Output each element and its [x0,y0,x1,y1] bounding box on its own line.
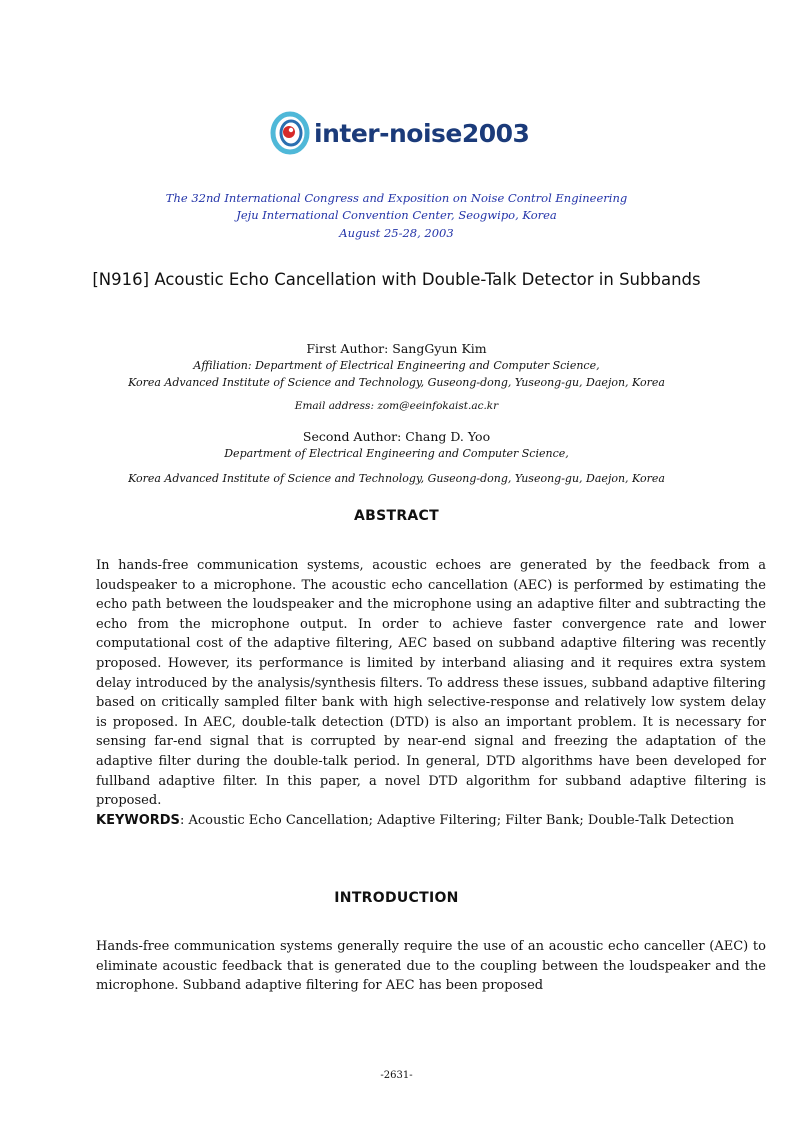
first-author-affiliation-inst: Korea Advanced Institute of Science and Technology, Guseong-dong, Yuseong-gu, Daejon, Korea [128,376,665,389]
swirl-logo-icon [270,110,310,156]
abstract-heading: ABSTRACT [354,508,439,524]
second-author-affiliation-inst: Korea Advanced Institute of Science and Technology, Guseong-dong, Yuseong-gu, Daejon, Korea [128,472,665,485]
abstract-text: In hands-free communication systems, acoustic echoes are generated by the feedback from a loudspeaker to a microphone. The acoustic echo cancellation (AEC) is performed by estimating the echo path between the loudspeaker and the microphone using an adaptive filter and subtracting the echo from the microphone output. In order to achieve faster convergence rate and lower computational cost of the adaptive filtering, AEC based on subband adaptive filtering was recently proposed. However, its performance is limited by interband aliasing and it requires extra system delay introduced by the analysis/synthesis filters. To address these issues, subband adaptive filtering based on critically sampled filter bank with high selective-response and relatively low system delay is proposed. In AEC, double-talk detection (DTD) is also an important problem. It is necessary for sensing far-end signal that is corrupted by near-end signal and freezing the adaptation of the adaptive filter during the double-talk period. In general, DTD algorithms have been developed for fullband adaptive filter. In this paper, a novel DTD algorithm for subband adaptive filtering is proposed. [96,558,766,809]
paper-title: [N916] Acoustic Echo Cancellation with Double-Talk Detector in Subbands [92,270,701,289]
second-author-name: Second Author: Chang D. Yoo [302,429,491,444]
keywords-label: KEYWORDS [96,812,180,828]
conference-date: August 25-28, 2003 [339,226,454,240]
introduction-body: Hands-free communication systems generally require the use of an acoustic echo canceller (AEC) to eliminate acoustic feedback that is generated due to the coupling between the loudspeaker and the microphone. Subband adaptive filtering for AEC has been proposed [96,939,766,994]
introduction-heading: INTRODUCTION [334,890,459,906]
page-number: -2631- [380,1070,413,1081]
first-author-affiliation-dept: Affiliation: Department of Electrical Engineering and Computer Science, [193,359,600,372]
keywords-list: : Acoustic Echo Cancellation; Adaptive Filtering; Filter Bank; Double-Talk Detection [179,812,735,828]
second-author-block [0,428,793,487]
first-author-block [0,340,793,415]
first-author-name: First Author: SangGyun Kim [306,341,487,356]
conference-name: The 32nd International Congress and Exposition on Noise Control Engineering [165,191,628,205]
logo-text: inter-noise2003 [314,118,530,148]
first-author-email: Email address: zom@eeinfokaist.ac.kr [294,400,499,412]
keywords [96,811,766,831]
second-author-affiliation-dept: Department of Electrical Engineering and Computer Science, [224,447,569,460]
conference-logo [270,108,534,158]
conference-venue: Jeju International Convention Center, Seogwipo, Korea [236,208,557,222]
abstract-body [96,556,766,830]
